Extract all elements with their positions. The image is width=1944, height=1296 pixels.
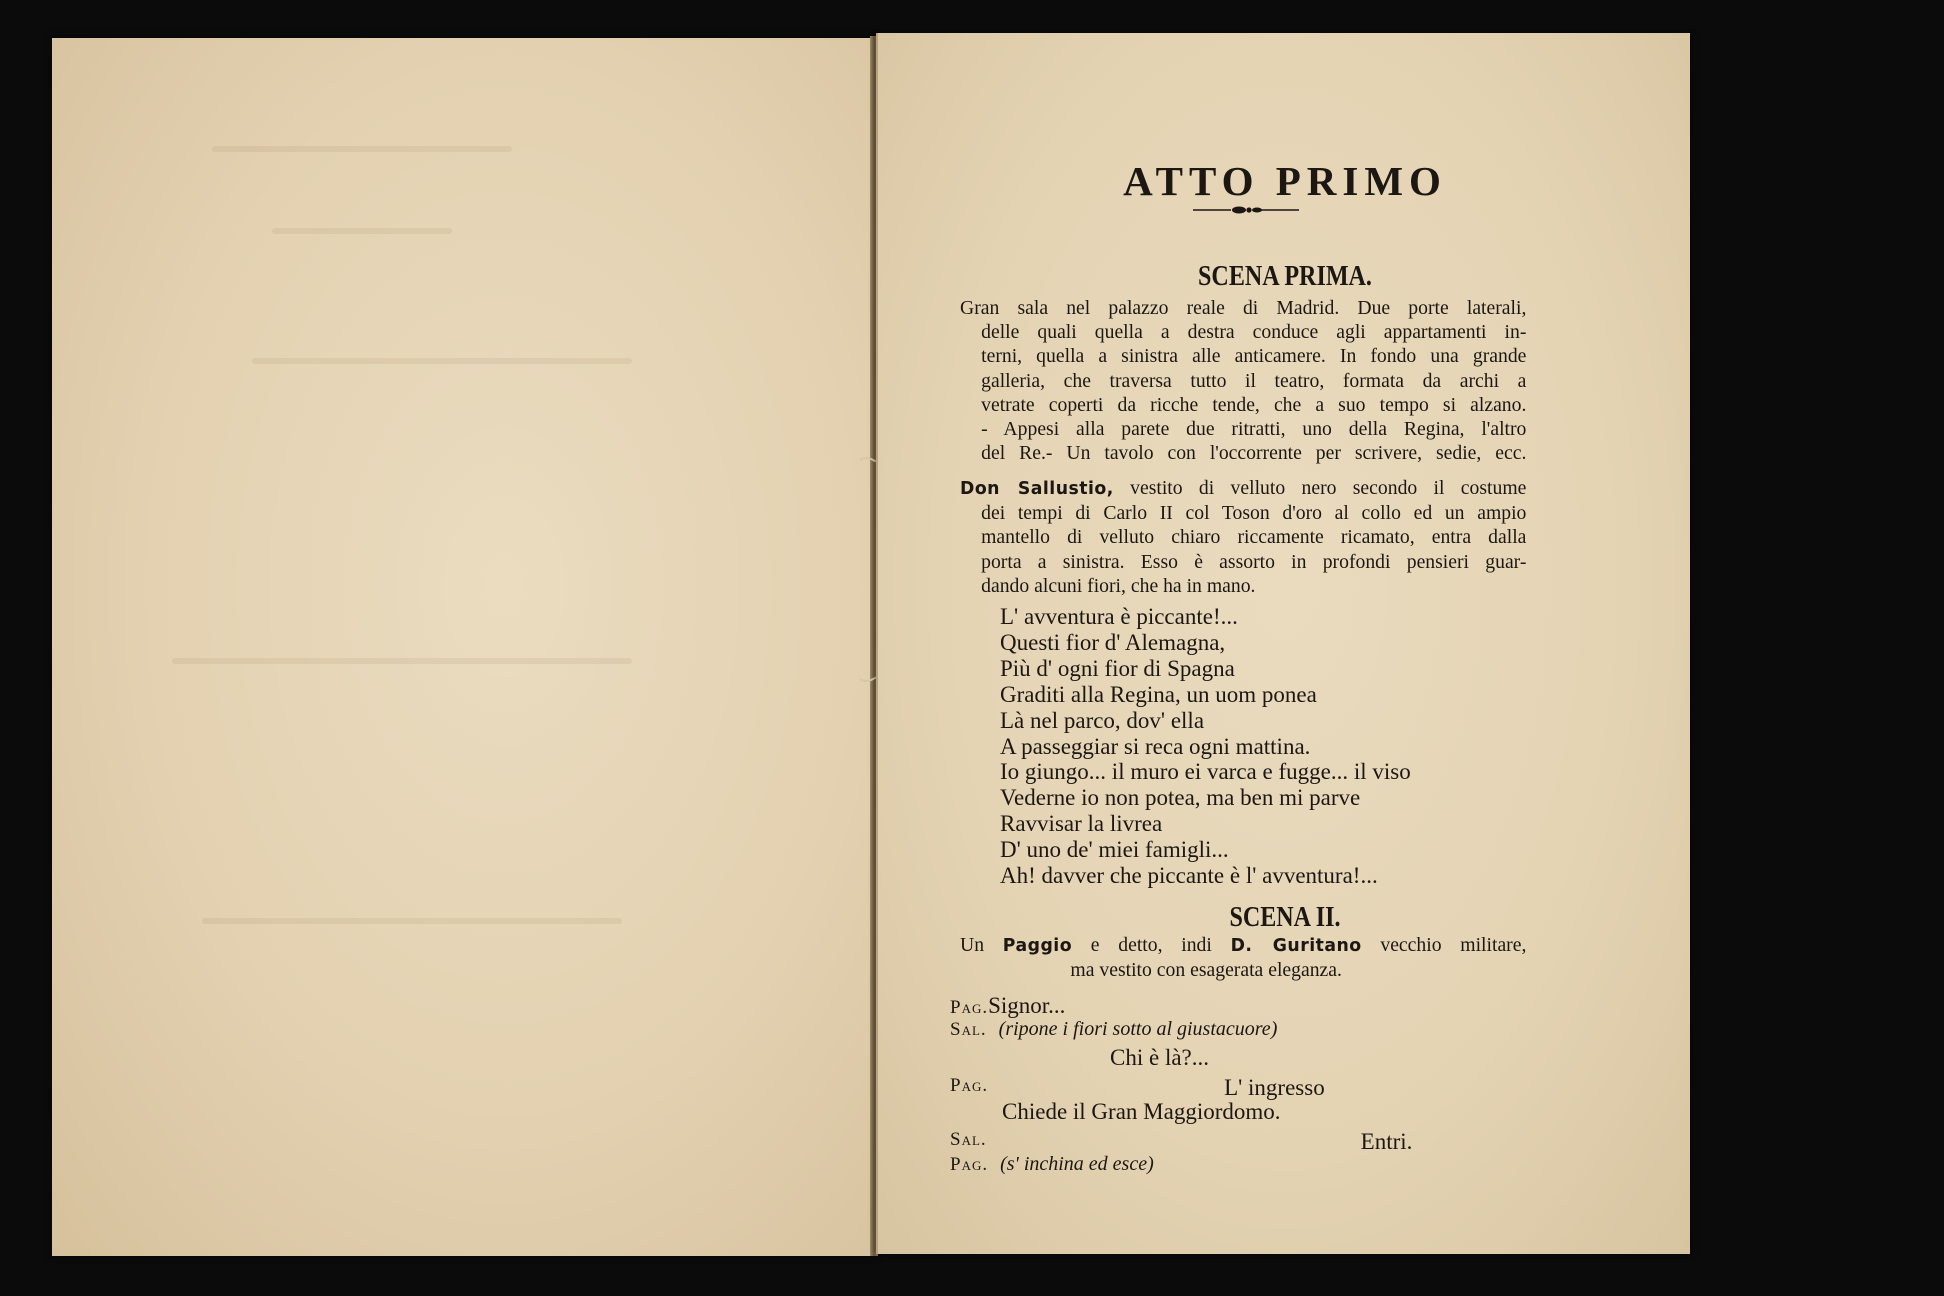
character-introduction — [960, 476, 1526, 598]
verse-line: Vederne io non potea, ma ben mi parve — [1000, 785, 1361, 811]
verse-line: A passeggiar si reca ogni mattina. — [1000, 733, 1311, 759]
dialogue-line — [1110, 1045, 1209, 1071]
scene-title: SCENA PRIMA. — [1198, 261, 1372, 292]
stage-direction-italic: (s' inchina ed esce) — [1000, 1153, 1154, 1175]
bleed-through-mark — [172, 658, 632, 664]
bleed-through-mark — [252, 358, 632, 364]
stage-direction — [960, 296, 1526, 465]
speech-text: Signor... — [988, 993, 1066, 1018]
stage-direction — [960, 933, 1526, 982]
dialogue-line — [1002, 1099, 1281, 1125]
speech-text: Chiede il Gran Maggiordomo. — [1002, 1099, 1281, 1124]
character-name: Don Sallustio, — [960, 478, 1114, 499]
act-title: ATTO PRIMO — [1123, 158, 1447, 204]
character-name: D. Guritano — [1230, 935, 1362, 956]
speaker-label: Sal. — [950, 1019, 987, 1040]
verse-line: D' uno de' miei famigli... — [1000, 837, 1229, 863]
stage-direction-line: - Appesi alla parete due ritratti, uno della Regina, l'altro — [981, 418, 1527, 441]
speech-text: Chi è là?... — [1110, 1045, 1209, 1070]
verse-line: Là nel parco, dov' ella — [1000, 707, 1205, 733]
stage-direction-text: Un — [960, 934, 1003, 956]
speaker-label: Sal. — [950, 1129, 987, 1150]
verse-block — [1000, 604, 1411, 889]
stage-direction-line: ma vestito con esagerata eleganza. — [1070, 959, 1342, 982]
bleed-through-mark — [212, 146, 512, 152]
character-description-line: dando alcuni fiori, che ha in mano. — [981, 574, 1256, 597]
ornament-flourish-icon — [1191, 204, 1301, 216]
stage-direction-italic: (ripone i fiori sotto al giustacuore) — [998, 1018, 1278, 1040]
character-description-line: mantello di velluto chiaro riccamente ricamato, entra dalla — [981, 526, 1527, 549]
character-description-line: porta a sinistra. Esso è assorto in profondi pensieri guar- — [981, 550, 1527, 573]
speaker-label: Pag. — [950, 997, 989, 1018]
title-ornament — [1191, 204, 1301, 216]
character-description: vestito di velluto nero secondo il costume — [1113, 477, 1527, 499]
stage-direction-line: vetrate coperti da ricche tende, che a suo tempo si alzano. — [981, 393, 1527, 416]
speaker-label: Pag. — [950, 1075, 989, 1096]
stage-direction-text: e detto, indi — [1072, 934, 1231, 956]
character-name: Paggio — [1002, 935, 1073, 956]
stage-direction-line: Gran sala nel palazzo reale di Madrid. Due porte laterali, — [960, 297, 1527, 319]
dialogue-line — [950, 1018, 1277, 1041]
verse-line: Ravvisar la livrea — [1000, 811, 1163, 837]
speech-text: L' ingresso — [1224, 1075, 1325, 1100]
stage-direction-line: del Re.- Un tavolo con l'occorrente per scrivere, sedie, ecc. — [981, 442, 1527, 465]
verse-line: Ah! davver che piccante è l' avventura!... — [1000, 863, 1378, 889]
verse-line: Questi fior d' Alemagna, — [1000, 629, 1226, 655]
speech-text: Entri. — [1360, 1129, 1413, 1154]
verse-line: Io giungo... il muro ei varca e fugge... il viso — [1000, 759, 1411, 785]
scene-title: SCENA II. — [1229, 902, 1341, 933]
stage-direction-line: terni, quella a sinistra alle anticamere. In fondo una grande — [981, 345, 1527, 368]
bleed-through-mark — [272, 228, 452, 234]
stage-direction-line: galleria, che traversa tutto il teatro, formata da archi a — [981, 369, 1527, 392]
bleed-through-mark — [202, 918, 622, 924]
character-description-line: dei tempi di Carlo II col Toson d'oro al collo ed un ampio — [981, 502, 1527, 525]
dialogue-line — [950, 1153, 1154, 1176]
dialogue-line — [950, 1071, 1325, 1100]
right-page — [876, 33, 1690, 1254]
verse-line: Più d' ogni fior di Spagna — [1000, 655, 1235, 681]
left-page-blank — [52, 38, 876, 1256]
verse-line: L' avventura è piccante!... — [1000, 604, 1238, 629]
stage-direction-text: vecchio militare, — [1361, 934, 1527, 956]
stage-direction-line: delle quali quella a destra conduce agli appartamenti in- — [981, 321, 1527, 344]
dialogue-line — [950, 1125, 1413, 1154]
speaker-label: Pag. — [950, 1154, 989, 1175]
verse-line: Graditi alla Regina, un uom ponea — [1000, 681, 1317, 707]
dialogue-line — [950, 993, 1065, 1019]
